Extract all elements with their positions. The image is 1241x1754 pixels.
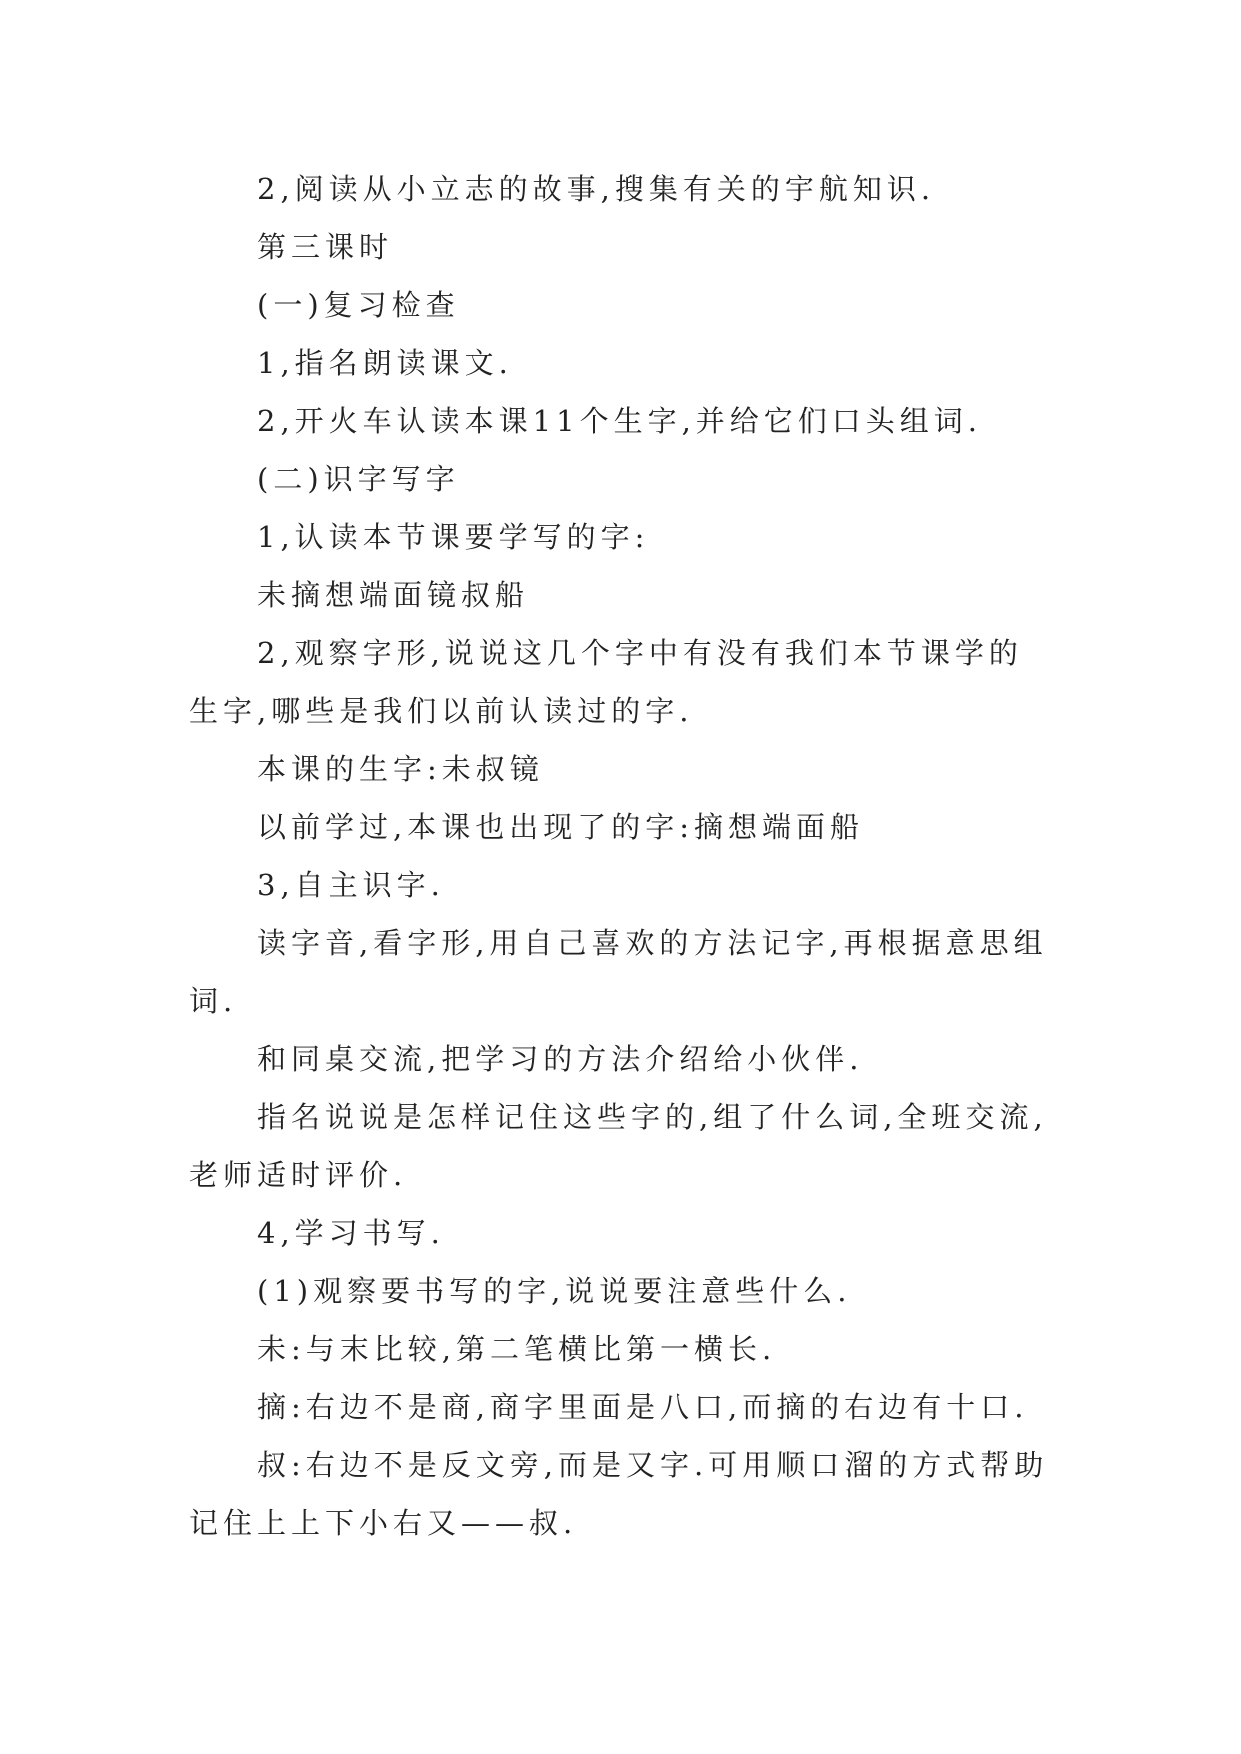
paragraph: 3,自主识字. <box>257 868 445 902</box>
document-body <box>189 160 1054 1552</box>
paragraph: 摘:右边不是商,商字里面是八口,而摘的右边有十口. <box>257 1390 1029 1424</box>
section-heading: 第三课时 <box>257 230 394 264</box>
paragraph: 1,指名朗读课文. <box>257 346 513 380</box>
paragraph: 2,开火车认读本课11个生字,并给它们口头组词. <box>257 404 983 438</box>
subsection-heading: (一)复习检查 <box>257 288 460 322</box>
paragraph: 指名说说是怎样记住这些字的,组了什么词,全班交流,老师适时评价. <box>189 1100 1048 1192</box>
paragraph: 本课的生字:未叔镜 <box>257 752 544 786</box>
paragraph: 读字音,看字形,用自己喜欢的方法记字,再根据意思组词. <box>189 926 1048 1018</box>
paragraph: 2,观察字形,说说这几个字中有没有我们本节课学的生字,哪些是我们以前认读过的字. <box>189 636 1023 728</box>
paragraph: (1)观察要书写的字,说说要注意些什么. <box>257 1274 852 1308</box>
character-list: 未摘想端面镜叔船 <box>257 578 530 612</box>
paragraph: 和同桌交流,把学习的方法介绍给小伙伴. <box>257 1042 864 1076</box>
paragraph: 1,认读本节课要学写的字: <box>257 520 650 554</box>
subsection-heading: (二)识字写字 <box>257 462 460 496</box>
paragraph: 叔:右边不是反文旁,而是又字.可用顺口溜的方式帮助记住上上下小右又——叔. <box>189 1448 1049 1540</box>
paragraph: 以前学过,本课也出现了的字:摘想端面船 <box>257 810 864 844</box>
paragraph: 2,阅读从小立志的故事,搜集有关的宇航知识. <box>257 172 936 206</box>
paragraph: 未:与末比较,第二笔横比第一横长. <box>257 1332 777 1366</box>
paragraph: 4,学习书写. <box>257 1216 445 1250</box>
